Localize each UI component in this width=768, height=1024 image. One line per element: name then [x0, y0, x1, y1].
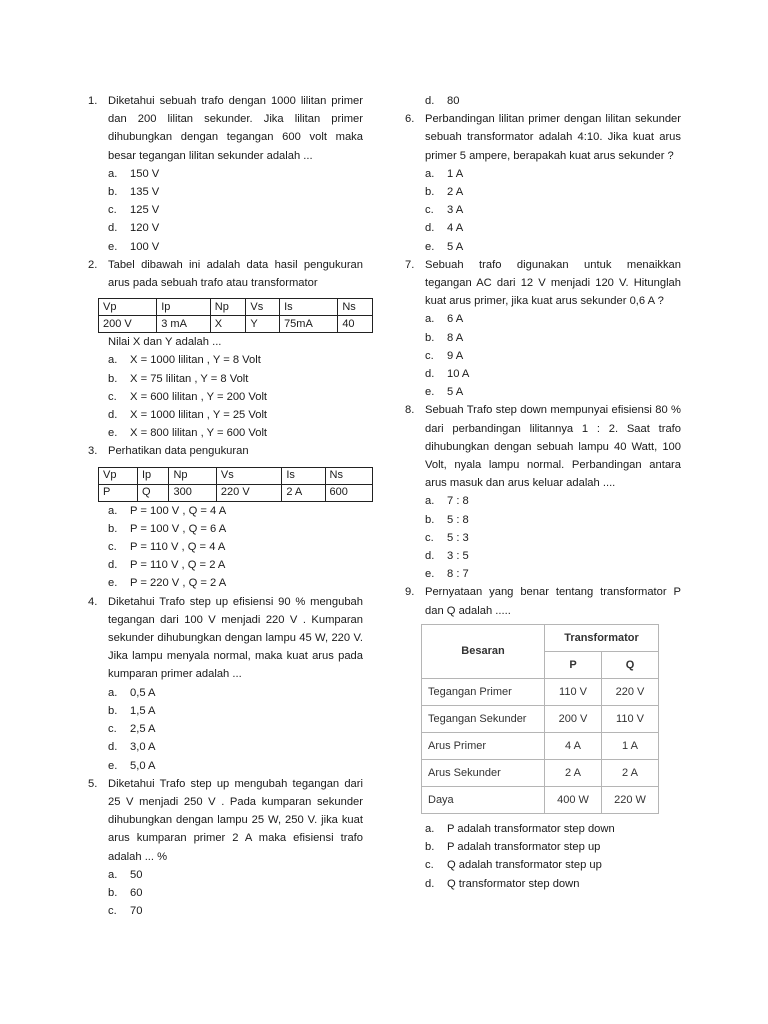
option-text: 50 — [130, 868, 143, 881]
table-cell: 2 A — [282, 484, 325, 501]
option-letter: b. — [425, 186, 435, 199]
table-row — [99, 316, 373, 333]
option[interactable] — [108, 520, 363, 538]
option[interactable] — [108, 502, 363, 520]
question-text: Tabel dibawah ini adalah data hasil pengukuran arus pada sebuah trafo atau transformator — [108, 258, 363, 290]
option[interactable] — [108, 183, 363, 201]
option[interactable] — [425, 165, 681, 183]
question-number: 9. — [405, 586, 415, 599]
option[interactable] — [425, 511, 681, 529]
question-text: Perhatikan data pengukuran — [108, 445, 249, 458]
question-prompt: Nilai X dan Y adalah ... — [108, 336, 222, 349]
option-letter: b. — [425, 331, 435, 344]
option[interactable] — [425, 565, 681, 583]
table-header-cell: Ns — [325, 467, 372, 484]
option[interactable] — [425, 201, 681, 219]
right-column — [405, 92, 681, 893]
value-q: 2 A — [602, 759, 659, 786]
option-letter: e. — [108, 577, 118, 590]
table-header-cell: Ns — [338, 299, 373, 316]
group-header-transformator: Transformator — [545, 624, 659, 651]
table-cell: 40 — [338, 316, 373, 333]
subheader-q: Q — [602, 651, 659, 678]
question-number: 2. — [88, 258, 98, 271]
option[interactable] — [108, 370, 363, 388]
option[interactable] — [108, 738, 363, 756]
value-p: 2 A — [545, 759, 602, 786]
option[interactable] — [108, 388, 363, 406]
table-cell: 220 V — [216, 484, 281, 501]
option[interactable] — [108, 684, 363, 702]
option[interactable] — [425, 329, 681, 347]
option[interactable] — [425, 183, 681, 201]
question-1 — [88, 92, 363, 256]
question-text: Sebuah trafo digunakan untuk menaikkan tegangan AC dari 12 V menjadi 120 V. Hitunglah kuat arus primer, jika kuat arus sekunder 0,6 A ? — [425, 258, 681, 308]
question-text: Diketahui Trafo step up efisiensi 90 % mengubah tegangan dari 100 V menjadi 220 V . Kumparan sekunder dihubungkan dengan lampu 45 W, 220 V. Jika lampu menyala normal, maka kuat arus pada kumparan primer adalah ... — [108, 595, 363, 681]
question-number: 5. — [88, 777, 98, 790]
table-header-row — [99, 467, 373, 484]
option-letter: b. — [425, 513, 435, 526]
option[interactable] — [425, 238, 681, 256]
option-text: 8 : 7 — [447, 568, 469, 581]
table-cell: 200 V — [99, 316, 157, 333]
option-list — [425, 165, 681, 256]
option-text: 70 — [130, 905, 143, 918]
option-letter: c. — [108, 541, 117, 554]
subheader-p: P — [545, 651, 602, 678]
option-text: X = 600 lilitan , Y = 200 Volt — [130, 390, 268, 403]
option-letter: c. — [425, 204, 434, 217]
option[interactable] — [108, 866, 363, 884]
question-text: Pernyataan yang benar tentang transformator P dan Q adalah ..... — [425, 586, 681, 617]
table-cell: 75mA — [280, 316, 338, 333]
table-header-cell: Vs — [246, 299, 280, 316]
option-letter: d. — [108, 409, 118, 422]
option-text: 3 A — [447, 204, 464, 217]
option-letter: a. — [425, 822, 435, 835]
option-letter: c. — [425, 531, 434, 544]
option[interactable] — [108, 720, 363, 738]
question-3 — [88, 442, 363, 592]
option-text: 0,5 A — [130, 686, 156, 699]
question-4 — [88, 593, 363, 775]
option-letter: b. — [425, 841, 435, 854]
option[interactable] — [108, 884, 363, 902]
row-label: Arus Sekunder — [422, 759, 545, 786]
option-letter: c. — [425, 859, 434, 872]
option-list — [425, 310, 681, 401]
measurement-table — [98, 467, 373, 502]
table-cell: X — [210, 316, 246, 333]
option[interactable] — [425, 529, 681, 547]
table-cell: P — [99, 484, 138, 501]
option-text: 125 V — [130, 204, 160, 217]
option-text: X = 1000 lilitan , Y = 8 Volt — [130, 354, 261, 367]
option-text: P = 100 V , Q = 6 A — [130, 522, 227, 535]
option[interactable] — [425, 838, 681, 856]
option-text: X = 75 lilitan , Y = 8 Volt — [130, 372, 249, 385]
option-letter: a. — [108, 686, 118, 699]
table-cell: Q — [137, 484, 169, 501]
option-letter: b. — [108, 186, 118, 199]
option[interactable] — [108, 238, 363, 256]
option-letter: c. — [425, 349, 434, 362]
option-letter: d. — [425, 877, 435, 890]
option-text: 60 — [130, 886, 143, 899]
question-text: Sebuah Trafo step down mempunyai efisiensi 80 % dari perbandingan lilitannya 1 : 2. Saat trafo dihubungkan dengan sebuah lampu 40 Watt, 100 Volt, nyala lampu normal. Perbandingan antara arus masuk dan arus keluar adalah .... — [425, 404, 681, 490]
question-9 — [405, 583, 681, 892]
option-letter: d. — [425, 368, 435, 381]
option-text: 5,0 A — [130, 759, 156, 772]
question-text: Diketahui sebuah trafo dengan 1000 lilitan primer dan 200 lilitan sekunder. Jika lilitan primer dihubungkan dengan tegangan 600 volt maka besar tegangan lilitan sekunder adalah ... — [108, 95, 363, 162]
option-letter: c. — [108, 905, 117, 918]
option[interactable] — [108, 406, 363, 424]
table-row — [99, 484, 373, 501]
table-header-cell: Np — [169, 467, 216, 484]
value-p: 4 A — [545, 732, 602, 759]
option[interactable] — [425, 547, 681, 565]
option-list — [108, 684, 363, 775]
option-letter: b. — [108, 704, 118, 717]
option-letter: a. — [425, 313, 435, 326]
option-letter: e. — [425, 386, 435, 399]
row-label: Daya — [422, 786, 545, 813]
option-text: P = 220 V , Q = 2 A — [130, 577, 227, 590]
table-header-cell: Ip — [157, 299, 211, 316]
question-5-continued — [405, 92, 681, 110]
option-list — [108, 866, 363, 921]
option-text: 10 A — [447, 368, 470, 381]
question-5 — [88, 775, 363, 921]
option-text: 135 V — [130, 186, 160, 199]
option[interactable] — [425, 492, 681, 510]
option[interactable] — [108, 424, 363, 442]
option[interactable] — [108, 574, 363, 592]
option-letter: e. — [425, 240, 435, 253]
option-text: 5 : 3 — [447, 531, 469, 544]
value-q: 1 A — [602, 732, 659, 759]
option[interactable] — [425, 92, 681, 110]
question-number: 8. — [405, 404, 415, 417]
option[interactable] — [425, 365, 681, 383]
option-text: P = 110 V , Q = 2 A — [130, 559, 226, 572]
option-letter: b. — [108, 522, 118, 535]
option-letter: a. — [108, 504, 118, 517]
option-list — [425, 492, 681, 583]
table-cell: 600 — [325, 484, 372, 501]
question-number: 4. — [88, 595, 98, 608]
option[interactable] — [108, 351, 363, 369]
option-text: 5 A — [447, 240, 464, 253]
option-text: 150 V — [130, 167, 160, 180]
option-letter: a. — [108, 868, 118, 881]
table-row — [422, 678, 659, 705]
option-text: P adalah transformator step down — [447, 822, 615, 835]
option[interactable] — [425, 347, 681, 365]
table-row — [422, 705, 659, 732]
option-letter: d. — [108, 741, 118, 754]
option-letter: d. — [425, 95, 435, 107]
option-text: X = 800 lilitan , Y = 600 Volt — [130, 427, 268, 440]
option-text: 7 : 8 — [447, 495, 469, 508]
option-letter: e. — [108, 240, 118, 253]
value-p: 110 V — [545, 678, 602, 705]
option[interactable] — [425, 310, 681, 328]
option-text: 9 A — [447, 349, 464, 362]
option-letter: d. — [425, 550, 435, 563]
table-row — [422, 786, 659, 813]
option-list — [108, 502, 363, 593]
option-text: 3 : 5 — [447, 550, 469, 563]
question-number: 7. — [405, 258, 415, 271]
table-header-row — [422, 624, 659, 651]
option-text: P = 110 V , Q = 4 A — [130, 541, 226, 554]
transformer-table — [421, 624, 659, 814]
table-header-cell: Np — [210, 299, 246, 316]
option-letter: d. — [108, 559, 118, 572]
option-text: Q transformator step down — [447, 877, 580, 890]
value-q: 220 W — [602, 786, 659, 813]
option-text: 100 V — [130, 240, 160, 253]
table-header-cell: Is — [282, 467, 325, 484]
option-letter: c. — [108, 723, 117, 736]
option[interactable] — [108, 538, 363, 556]
option-text: P adalah transformator step up — [447, 841, 601, 854]
table-header-cell: Ip — [137, 467, 169, 484]
option-text: 2 A — [447, 186, 464, 199]
option-text: 5 A — [447, 386, 464, 399]
option[interactable] — [425, 383, 681, 401]
option[interactable] — [425, 875, 681, 893]
table-header-cell: Vs — [216, 467, 281, 484]
table-header-cell: Is — [280, 299, 338, 316]
option[interactable] — [108, 201, 363, 219]
option-text: X = 1000 lilitan , Y = 25 Volt — [130, 409, 268, 422]
option[interactable] — [108, 757, 363, 775]
option-text: 80 — [447, 95, 460, 107]
question-text: Perbandingan lilitan primer dengan lilitan sekunder sebuah transformator adalah 4:10. Jika kuat arus primer 5 ampere, berapakah kuat arus sekunder ? — [425, 113, 681, 162]
question-text: Diketahui Trafo step up mengubah tegangan dari 25 V menjadi 250 V . Pada kumparan sekunder dihubungkan dengan lampu 25 W, 250 V. jika kuat arus kumparan primer 2 A maka efisiensi trafo adalah ... % — [108, 777, 363, 863]
table-cell: Y — [246, 316, 280, 333]
option-letter: a. — [108, 167, 118, 180]
value-q: 110 V — [602, 705, 659, 732]
option-text: Q adalah transformator step up — [447, 859, 602, 872]
option-text: 8 A — [447, 331, 464, 344]
question-7 — [405, 256, 681, 402]
question-2 — [88, 256, 363, 443]
row-label: Arus Primer — [422, 732, 545, 759]
question-number: 1. — [88, 95, 98, 107]
table-cell: 3 mA — [157, 316, 211, 333]
option-text: 5 : 8 — [447, 513, 469, 526]
option-letter: e. — [108, 759, 118, 772]
row-label: Tegangan Sekunder — [422, 705, 545, 732]
option-text: 4 A — [447, 222, 464, 235]
question-number: 3. — [88, 445, 98, 458]
option-text: 1,5 A — [130, 704, 156, 717]
option[interactable] — [108, 902, 363, 920]
option-text: P = 100 V , Q = 4 A — [130, 504, 227, 517]
option-letter: d. — [108, 222, 118, 235]
option-letter: d. — [425, 222, 435, 235]
table-header-cell: Vp — [99, 299, 157, 316]
option[interactable] — [108, 165, 363, 183]
question-number: 6. — [405, 113, 415, 126]
table-header-row — [99, 299, 373, 316]
option-letter: b. — [108, 886, 118, 899]
option-letter: a. — [425, 167, 435, 180]
option[interactable] — [425, 820, 681, 838]
value-q: 220 V — [602, 678, 659, 705]
option-text: 120 V — [130, 222, 160, 235]
option-letter: c. — [108, 204, 117, 217]
option[interactable] — [425, 219, 681, 237]
value-p: 200 V — [545, 705, 602, 732]
option-list — [425, 92, 681, 110]
option-text: 3,0 A — [130, 741, 156, 754]
option-text: 6 A — [447, 313, 464, 326]
option-letter: a. — [108, 354, 118, 367]
option-list — [425, 820, 681, 893]
option-letter: e. — [108, 427, 118, 440]
option-list — [108, 165, 363, 256]
table-cell: 300 — [169, 484, 216, 501]
table-row — [422, 732, 659, 759]
option-text: 1 A — [447, 167, 464, 180]
option-text: 2,5 A — [130, 723, 156, 736]
measurement-table — [98, 298, 373, 333]
option-letter: c. — [108, 390, 117, 403]
question-6 — [405, 110, 681, 256]
table-header-cell: Vp — [99, 467, 138, 484]
option[interactable] — [108, 556, 363, 574]
option[interactable] — [108, 219, 363, 237]
option-list — [108, 351, 363, 442]
table-row — [422, 759, 659, 786]
option-letter: b. — [108, 372, 118, 385]
option[interactable] — [425, 856, 681, 874]
option-letter: e. — [425, 568, 435, 581]
row-label: Tegangan Primer — [422, 678, 545, 705]
left-column — [88, 92, 363, 920]
option-letter: a. — [425, 495, 435, 508]
value-p: 400 W — [545, 786, 602, 813]
option[interactable] — [108, 702, 363, 720]
question-8 — [405, 401, 681, 583]
column-header-besaran: Besaran — [422, 624, 545, 678]
